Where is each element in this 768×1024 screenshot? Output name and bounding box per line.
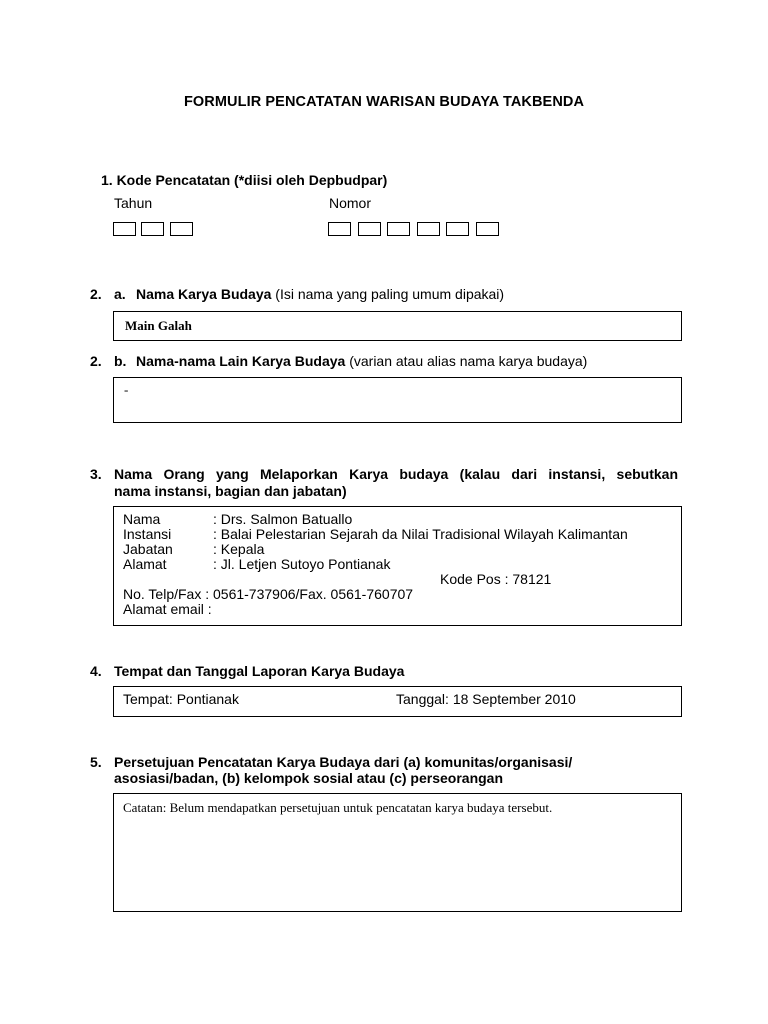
tahun-digit-box[interactable] [170, 222, 193, 236]
section-5-heading [90, 754, 682, 786]
instansi-value: : Balai Pelestarian Sejarah da Nilai Tradisional Wilayah Kalimantan [213, 526, 628, 542]
section-4-title: Tempat dan Tanggal Laporan Karya Budaya [114, 663, 405, 679]
tanggal-value: Tanggal: 18 September 2010 [396, 691, 576, 707]
jabatan-value: : Kepala [213, 541, 265, 557]
section-number: 2. [90, 353, 102, 369]
section-number: 4. [90, 663, 102, 679]
section-number: 5. [90, 754, 102, 770]
kode-pos: Kode Pos : 78121 [440, 571, 552, 587]
jabatan-label: Jabatan [123, 541, 173, 557]
section-4-heading [90, 663, 404, 679]
section-2a-hint: (Isi nama yang paling umum dipakai) [271, 286, 505, 302]
section-3-heading [90, 466, 682, 500]
nomor-digit-box[interactable] [358, 222, 381, 236]
nama-karya-budaya-value: Main Galah [125, 318, 192, 333]
nama-label: Nama [123, 511, 161, 527]
nama-karya-budaya-field[interactable] [113, 311, 682, 341]
section-number: 3. [90, 466, 102, 482]
section-5-heading-line1: Persetujuan Pencatatan Karya Budaya dari (a) komunitas/organisasi/ [114, 754, 573, 770]
pelapor-box [113, 506, 682, 626]
tempat-tanggal-box [113, 686, 682, 717]
sub-letter: b. [114, 353, 127, 369]
nomor-digit-box[interactable] [446, 222, 469, 236]
section-2b-label: Nama-nama Lain Karya Budaya [136, 353, 346, 369]
persetujuan-box[interactable] [113, 793, 682, 912]
sub-letter: a. [114, 286, 126, 302]
section-number: 2. [90, 286, 102, 302]
catatan-text: Catatan: Belum mendapatkan persetujuan untuk pencatatan karya budaya tersebut. [123, 800, 553, 815]
section-2b-heading [90, 353, 587, 369]
nama-value: : Drs. Salmon Batuallo [213, 511, 353, 527]
tahun-digit-box[interactable] [141, 222, 164, 236]
tempat-value: Tempat: Pontianak [123, 691, 239, 707]
form-title: FORMULIR PENCATATAN WARISAN BUDAYA TAKBENDA [183, 94, 585, 110]
section-3-heading-line1: Nama Orang yang Melaporkan Karya budaya (kalau dari instansi, sebutkan [114, 466, 678, 482]
section-3-heading-line2: nama instansi, bagian dan jabatan) [114, 483, 347, 499]
nomor-digit-box[interactable] [476, 222, 499, 236]
nama-lain-value: - [124, 382, 129, 397]
alamat-label: Alamat [123, 556, 167, 572]
tahun-label: Tahun [114, 195, 153, 211]
section-2a-heading [90, 286, 504, 302]
alamat-email-label: Alamat email : [123, 601, 212, 617]
section-2a-label: Nama Karya Budaya [136, 286, 272, 302]
section-2b-hint: (varian atau alias nama karya budaya) [345, 353, 588, 369]
alamat-value: : Jl. Letjen Sutoyo Pontianak [213, 556, 391, 572]
tahun-digit-box[interactable] [113, 222, 136, 236]
nomor-label: Nomor [329, 195, 372, 211]
instansi-label: Instansi [123, 526, 172, 542]
section-5-heading-line2: asosiasi/badan, (b) kelompok sosial atau (c) perseorangan [114, 770, 504, 786]
nomor-digit-box[interactable] [387, 222, 410, 236]
nomor-digit-box[interactable] [417, 222, 440, 236]
nomor-digit-box[interactable] [328, 222, 351, 236]
section-1-heading: 1. Kode Pencatatan (*diisi oleh Depbudpar) [101, 172, 388, 188]
telp-fax: No. Telp/Fax : 0561-737906/Fax. 0561-760707 [123, 586, 414, 602]
nama-lain-field[interactable] [113, 377, 682, 423]
